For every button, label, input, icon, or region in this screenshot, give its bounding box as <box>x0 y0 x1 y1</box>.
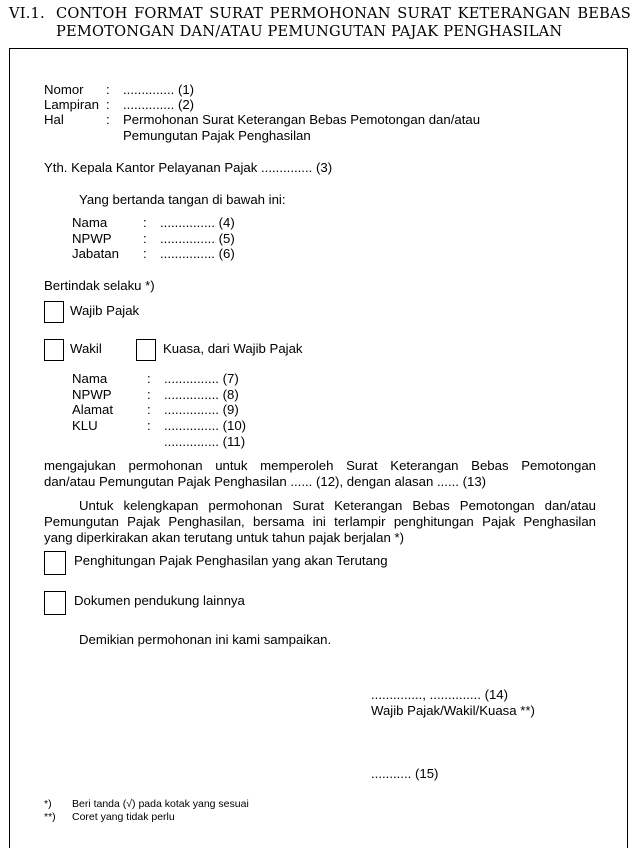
request-line-2: dan/atau Pemungutan Pajak Penghasilan ...... (12), dengan alasan ...... (13) <box>44 474 487 489</box>
signature-role: Wajib Pajak/Wakil/Kuasa **) <box>371 703 535 718</box>
checkbox-wakil[interactable] <box>44 339 64 361</box>
signature-name: ........... (15) <box>371 766 439 781</box>
signer-jabatan-sep: : <box>143 246 147 261</box>
taxpayer-nama-value: ............... (7) <box>164 371 239 386</box>
nomor-sep: : <box>106 82 110 97</box>
taxpayer-npwp-label: NPWP <box>72 387 112 402</box>
hal-label: Hal <box>44 112 64 127</box>
lampiran-label: Lampiran <box>44 97 99 112</box>
addressee: Yth. Kepala Kantor Pelayanan Pajak .............. (3) <box>44 160 333 175</box>
title-line-1: CONTOH FORMAT SURAT PERMOHONAN SURAT KETERANGAN BEBAS <box>56 5 631 22</box>
taxpayer-klu-value: ............... (10) <box>164 418 247 433</box>
taxpayer-npwp-sep: : <box>147 387 151 402</box>
footnote-2-text: Coret yang tidak perlu <box>72 811 175 823</box>
signer-jabatan-label: Jabatan <box>72 246 119 261</box>
hal-value-line-2: Pemungutan Pajak Penghasilan <box>123 128 311 143</box>
hal-sep: : <box>106 112 110 127</box>
wajib-pajak-label: Wajib Pajak <box>70 303 140 318</box>
section-number: VI.1. <box>9 5 45 22</box>
checkbox-dokumen-pendukung[interactable] <box>44 591 66 615</box>
taxpayer-alamat-value: ............... (9) <box>164 402 239 417</box>
signer-intro: Yang bertanda tangan di bawah ini: <box>79 192 286 207</box>
signer-nama-label: Nama <box>72 215 108 230</box>
signer-nama-value: ............... (4) <box>160 215 235 230</box>
footnote-1-text: Beri tanda (√) pada kotak yang sesuai <box>72 798 249 810</box>
hal-value-line-1: Permohonan Surat Keterangan Bebas Pemotongan dan/atau <box>123 112 481 127</box>
acting-as-label: Bertindak selaku *) <box>44 278 155 293</box>
penghitungan-label: Penghitungan Pajak Penghasilan yang akan Terutang <box>74 553 388 568</box>
signer-jabatan-value: ............... (6) <box>160 246 235 261</box>
footnote-1-mark: *) <box>44 798 52 810</box>
wakil-label: Wakil <box>70 341 102 356</box>
taxpayer-nama-label: Nama <box>72 371 108 386</box>
nomor-label: Nomor <box>44 82 84 97</box>
signer-npwp-sep: : <box>143 231 147 246</box>
taxpayer-klu-label: KLU <box>72 418 98 433</box>
signer-nama-sep: : <box>143 215 147 230</box>
taxpayer-nama-sep: : <box>147 371 151 386</box>
dokumen-pendukung-label: Dokumen pendukung lainnya <box>74 593 245 608</box>
checkbox-kuasa[interactable] <box>136 339 156 361</box>
taxpayer-klu-sep: : <box>147 418 151 433</box>
lampiran-value: .............. (2) <box>123 97 195 112</box>
title-line-2: PEMOTONGAN DAN/ATAU PEMUNGUTAN PAJAK PENGHASILAN <box>56 23 563 40</box>
signer-npwp-value: ............... (5) <box>160 231 235 246</box>
taxpayer-alamat-label: Alamat <box>72 402 114 417</box>
footnote-2-mark: **) <box>44 811 56 823</box>
checkbox-penghitungan[interactable] <box>44 551 66 575</box>
signer-npwp-label: NPWP <box>72 231 112 246</box>
taxpayer-npwp-value: ............... (8) <box>164 387 239 402</box>
closing-text: Demikian permohonan ini kami sampaikan. <box>79 632 332 647</box>
nomor-value: .............. (1) <box>123 82 195 97</box>
signature-place-date: .............., .............. (14) <box>371 687 509 702</box>
attachment-line-2: Pemungutan Pajak Penghasilan, bersama ini terlampir penghitungan Pajak Penghasilan <box>44 514 596 529</box>
attachment-line-3: yang diperkirakan akan terutang untuk tahun pajak berjalan *) <box>44 530 404 545</box>
lampiran-sep: : <box>106 97 110 112</box>
request-line-1: mengajukan permohonan untuk memperoleh Surat Keterangan Bebas Pemotongan <box>44 458 596 473</box>
checkbox-wajib-pajak[interactable] <box>44 301 64 323</box>
taxpayer-extra-value: ............... (11) <box>164 434 246 449</box>
kuasa-label: Kuasa, dari Wajib Pajak <box>163 341 303 356</box>
taxpayer-alamat-sep: : <box>147 402 151 417</box>
attachment-line-1: Untuk kelengkapan permohonan Surat Keterangan Bebas Pemotongan dan/atau <box>79 498 596 513</box>
